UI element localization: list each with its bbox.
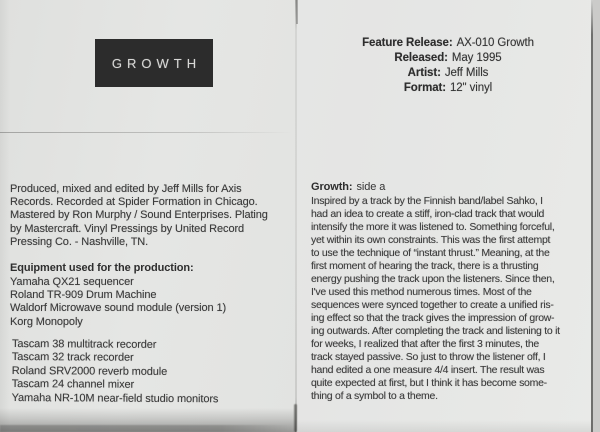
fold-mark-top: [296, 0, 298, 24]
equipment-item: Roland TR-909 Drum Machine: [10, 288, 157, 301]
release-info-value: 12" vinyl: [449, 82, 493, 94]
bottom-shadow-strip: [0, 425, 292, 432]
release-info-line: [305, 36, 591, 51]
release-info-value: AX-010 Growth: [456, 37, 534, 49]
description-line: track stayed passive. So just to throw the listener off, I: [311, 351, 546, 363]
credits-line: Records. Recorded at Spider Formation in Chicago.: [10, 196, 258, 209]
description-line: sequences were synced together to create a unified ris-: [311, 299, 554, 311]
recording-gear-list: [12, 338, 297, 407]
equipment-item: Korg Monopoly: [10, 315, 83, 328]
description-line: thing of a symbol to a theme.: [311, 390, 438, 402]
description-line: hand edited a one measure 4/4 insert. The result was: [311, 364, 545, 376]
gear-item: Tascam 24 channel mixer: [11, 378, 135, 391]
equipment-item: Waldorf Microwave sound module (version 1): [10, 302, 227, 315]
release-info-label: Artist:: [407, 67, 441, 79]
description-line: yet within its own constraints. This was the first attempt: [311, 234, 551, 246]
description-line: had an idea to create a stiff, iron-clad track that would: [311, 208, 545, 220]
release-info-block: [305, 36, 591, 96]
track-heading: [311, 181, 586, 193]
gear-item: Yamaha NR-10M near-field studio monitors: [11, 391, 219, 405]
gear-item: Roland SRV2000 reverb module: [11, 364, 168, 378]
credits-line: by Mastercraft. Vinyl Pressings by United Record: [10, 222, 245, 235]
release-info-label: Format:: [403, 82, 446, 94]
left-edge-vignette: [0, 0, 10, 432]
description-line: quite expected at first, but I think it has become some-: [311, 377, 547, 389]
credits-line: Pressing Co. - Nashville, TN.: [10, 235, 149, 248]
description-line: energy pushing the track upon the listeners. Since then,: [311, 273, 555, 285]
center-fold-crease: [295, 0, 297, 432]
description-line: ing effect so that the track gives the impression of grow-: [311, 312, 555, 324]
divider-line: [0, 132, 292, 133]
track-description: [311, 195, 595, 403]
release-info-line: [305, 66, 591, 81]
release-info-value: May 1995: [451, 52, 502, 64]
equipment-list: [10, 276, 295, 330]
gear-item: Tascam 38 multitrack recorder: [11, 338, 157, 351]
scanner-background: [593, 0, 600, 432]
credits-line: Mastered by Ron Murphy / Sound Enterprises. Plating: [10, 209, 268, 222]
credits-line: Produced, mixed and edited by Jeff Mills for Axis: [10, 183, 242, 195]
release-info-line: [305, 81, 591, 96]
growth-title-text: GROWTH: [111, 55, 202, 71]
credits-paragraph: [10, 183, 295, 249]
track-heading-value: side a: [356, 181, 386, 193]
description-line: intensify the more it was listened to. Something forceful,: [311, 221, 555, 233]
description-line: I've used this method numerous times. Most of the: [311, 286, 532, 298]
description-line: Inspired by a track by the Finnish band/label Sahko, I: [311, 195, 543, 207]
release-info-line: [305, 51, 591, 66]
release-info-value: Jeff Mills: [444, 67, 489, 79]
release-info-label: Released:: [394, 52, 448, 64]
gear-item: Tascam 32 track recorder: [11, 351, 134, 365]
equipment-heading: Equipment used for the production:: [10, 262, 194, 274]
track-heading-label: Growth:: [311, 181, 353, 193]
description-line: first moment of hearing the track, there is a thrusting: [311, 260, 539, 272]
equipment-item: Yamaha QX21 sequencer: [10, 275, 134, 288]
description-line: to use the technique of “instant thrust.” Meaning, at the: [311, 247, 550, 259]
growth-title-box: [95, 39, 213, 87]
bottom-right-scan-shadow: [297, 420, 592, 432]
description-line: for weeks, I realized that after the first 3 minutes, the: [311, 338, 539, 350]
release-info-label: Feature Release:: [362, 37, 453, 49]
description-line: ing outwards. After completing the track and listening to it: [311, 325, 560, 337]
